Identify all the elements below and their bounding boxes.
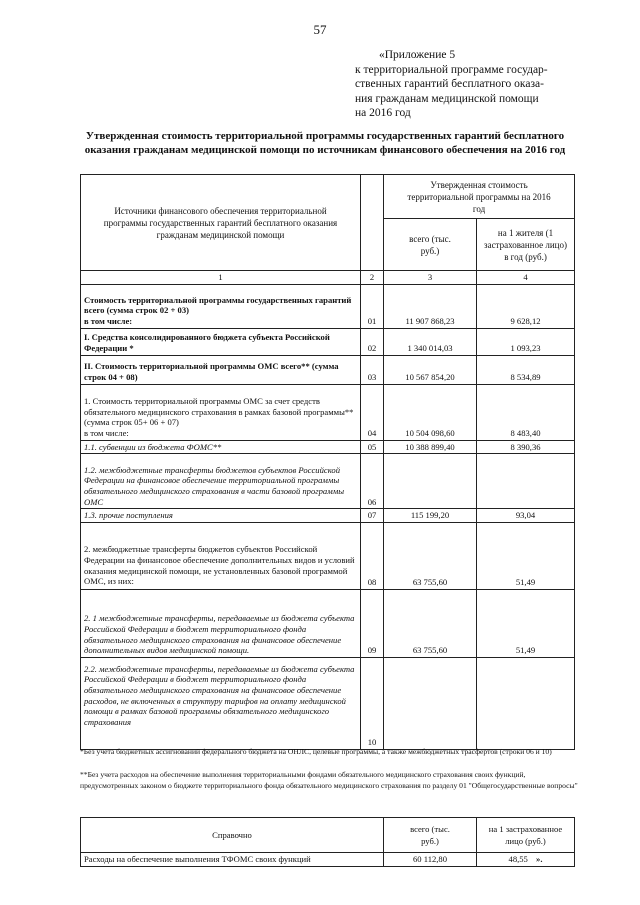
reference-row-label: Расходы на обеспечение выполнения ТФОМС своих функций	[81, 853, 384, 867]
reference-row-per-value: 48,55	[508, 854, 528, 864]
table-row	[81, 355, 575, 384]
row-total: 115 199,20	[384, 509, 477, 523]
closing-quote-mark: ».	[536, 854, 543, 864]
row-per-capita: 1 093,23	[477, 328, 575, 355]
row-label: 2. 1 межбюджетные трансферты, передаваемые из бюджета субъекта Российской Федерации в бюджет территориального фонда обязательного медицинского страхования на финансовое обеспечение дополнительных видов медицинской помощи.	[81, 589, 361, 657]
row-label: 2. межбюджетные трансферты бюджетов субъектов Российской Федерации на финансовое обеспечение дополнительных видов и условий оказания медицинской помощи, не установленных базовой программой ОМС, из них:	[81, 522, 361, 589]
reference-row-per	[477, 853, 575, 867]
row-per-capita	[477, 454, 575, 509]
row-per-capita: 8 390,36	[477, 440, 575, 454]
col-number: 4	[477, 271, 575, 285]
table-row	[81, 589, 575, 657]
row-total: 1 340 014,03	[384, 328, 477, 355]
title-line: Утвержденная стоимость территориальной программы государственных гарантий бесплатного	[85, 130, 565, 142]
table-row	[81, 440, 575, 454]
row-code: 06	[361, 454, 384, 509]
col-number: 3	[384, 271, 477, 285]
table-row	[81, 657, 575, 749]
row-total: 63 755,60	[384, 589, 477, 657]
row-code: 08	[361, 522, 384, 589]
row-code: 02	[361, 328, 384, 355]
row-total: 11 907 868,23	[384, 284, 477, 328]
document-title	[60, 129, 590, 157]
reference-header: Справочно	[81, 818, 384, 853]
row-label-sub: в том числе:	[84, 428, 129, 438]
row-code: 05	[361, 440, 384, 454]
appendix-line: «Приложение 5	[379, 49, 456, 61]
header-code-blank	[361, 175, 384, 271]
row-code: 03	[361, 355, 384, 384]
row-code: 01	[361, 284, 384, 328]
cost-table	[80, 174, 575, 750]
row-label: 1.2. межбюджетные трансферты бюджетов субъектов Российской Федерации на финансовое обеспечение территориальной программы обязательного медицинского страхования в части базовой программы ОМС	[81, 454, 361, 509]
col-number: 1	[81, 271, 361, 285]
appendix-line: ственных гарантий бесплатного оказа-	[355, 78, 544, 90]
appendix-line: ния гражданам медицинской помощи	[355, 92, 539, 105]
footnote-1: *Без учета бюджетных ассигнований федерального бюджета на ОНЛС, целевые программы, а также межбюджетных трасфертов (строки 06 и 10)	[80, 747, 552, 756]
row-label-text: 1. Стоимость территориальной программы ОМС за счет средств обязательного медицинского страхования в рамках базовой программы** (сумма строк 05+ 06 + 07)	[84, 396, 354, 428]
table-row	[81, 384, 575, 440]
row-per-capita: 9 628,12	[477, 284, 575, 328]
table-row	[81, 853, 575, 867]
appendix-line: к территориальной программе государ-	[355, 63, 548, 76]
row-label: 2.2. межбюджетные трансферты, передаваемые из бюджета субъекта Российской Федерации в бюджет территориального фонда обязательного медицинского страхования на финансовое обеспечение расходов, не включенных в структуру тарифов на оплату медицинской помощи в рамках базовой программы обязательного медицинского страхования	[81, 657, 361, 749]
row-code: 10	[361, 657, 384, 749]
table-row	[81, 328, 575, 355]
row-total	[384, 454, 477, 509]
col-number: 2	[361, 271, 384, 285]
row-label	[81, 284, 361, 328]
row-label-sub: в том числе:	[84, 316, 133, 326]
row-label: I. Средства консолидированного бюджета субъекта Российской Федерации *	[81, 328, 361, 355]
row-total: 63 755,60	[384, 522, 477, 589]
header-cost: Утвержденная стоимость территориальной программы на 2016 год	[384, 175, 575, 219]
header-per-capita: на 1 жителя (1 застрахованное лицо) в год (руб.)	[477, 219, 575, 271]
row-code: 09	[361, 589, 384, 657]
table-row	[81, 284, 575, 328]
table-row	[81, 522, 575, 589]
title-line: оказания гражданам медицинской помощи по источникам финансового обеспечения на 2016 год	[84, 144, 566, 156]
row-per-capita: 51,49	[477, 589, 575, 657]
page-number: 57	[313, 22, 327, 37]
footnote-2: **Без учета расходов на обеспечение выполнения территориальными фондами обязательного медицинского страхования своих функций, предусмотренных законом о бюджете территориального фонда обязательного медицинского страхования по разделу 01 "Общегосударственные вопросы"	[80, 770, 578, 790]
row-per-capita: 51,49	[477, 522, 575, 589]
row-per-capita	[477, 657, 575, 749]
row-per-capita: 8 534,89	[477, 355, 575, 384]
table-row	[81, 509, 575, 523]
row-total: 10 388 899,40	[384, 440, 477, 454]
reference-col-per: на 1 застрахованное лицо (руб.)	[477, 818, 575, 853]
row-label: II. Стоимость территориальной программы ОМС всего** (сумма строк 04 + 08)	[81, 355, 361, 384]
row-total: 10 567 854,20	[384, 355, 477, 384]
reference-col-total: всего (тыс. руб.)	[384, 818, 477, 853]
reference-row-total: 60 112,80	[384, 853, 477, 867]
row-label	[81, 384, 361, 440]
reference-table	[80, 817, 575, 867]
row-total	[384, 657, 477, 749]
header-source: Источники финансового обеспечения территориальной программы государственных гарантий бесплатного оказания гражданам медицинской помощи	[81, 175, 361, 271]
row-label: 1.3. прочие поступления	[81, 509, 361, 523]
row-label: 1.1. субвенции из бюджета ФОМС**	[81, 440, 361, 454]
header-total: всего (тыс. руб.)	[384, 219, 477, 271]
row-code: 07	[361, 509, 384, 523]
row-label-text: Стоимость территориальной программы государственных гарантий всего (сумма строк 02 + 03)	[84, 294, 352, 316]
row-total: 10 504 098,60	[384, 384, 477, 440]
row-per-capita: 93,04	[477, 509, 575, 523]
appendix-line: на 2016 год	[355, 107, 411, 119]
table-row	[81, 454, 575, 509]
appendix-heading	[355, 48, 595, 121]
row-per-capita: 8 483,40	[477, 384, 575, 440]
row-code: 04	[361, 384, 384, 440]
